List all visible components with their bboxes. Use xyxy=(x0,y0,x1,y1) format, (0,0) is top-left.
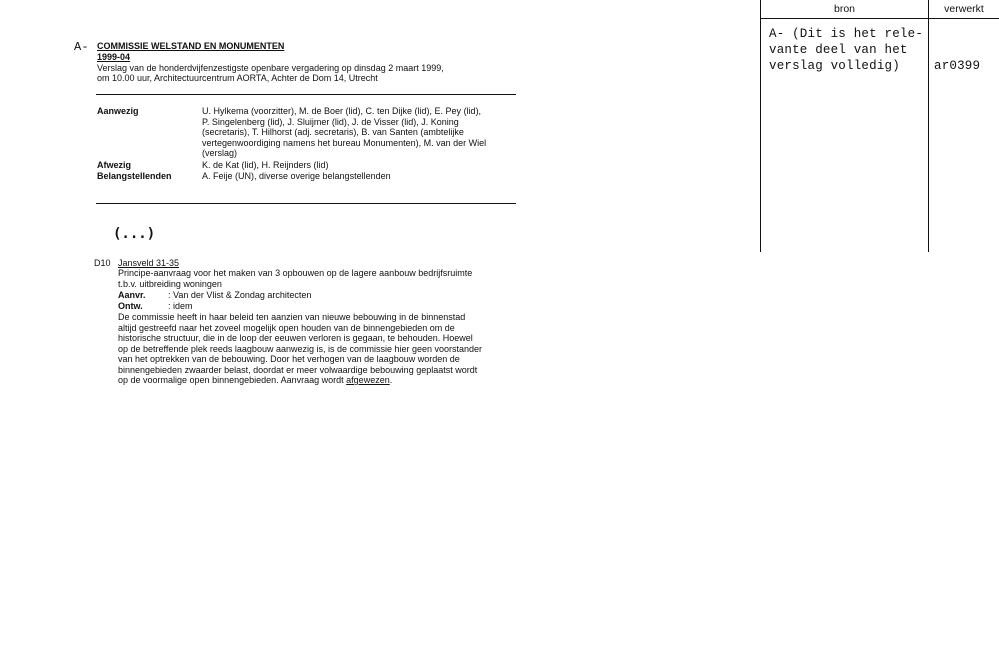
body-last-line-end: . xyxy=(389,375,393,385)
bottom-divider xyxy=(96,203,516,204)
present-label: Aanwezig xyxy=(97,106,139,116)
stakeholders-value: A. Feije (UN), diverse overige belangstellenden xyxy=(202,171,391,181)
applicant-label: Aanvr. xyxy=(118,290,146,300)
present-line: (verslag) xyxy=(202,148,238,158)
processed-code: ar0399 xyxy=(934,59,981,73)
table-column-divider xyxy=(928,0,929,252)
margin-marker: A- xyxy=(74,40,89,54)
source-note-line: A- (Dit is het rele- xyxy=(769,27,924,41)
body-line: altijd gestreefd naar het zoveel mogelijk open houden van de binnengebieden om de xyxy=(118,322,455,333)
present-line: vertegenwoordiging namens het bureau Monumenten), M. van der Wiel xyxy=(202,137,487,148)
table-left-border xyxy=(760,0,761,252)
intro-line-1: Verslag van de honderdvijfenzestigste openbare vergadering op dinsdag 2 maart 1999, xyxy=(97,63,444,73)
present-line: (secretaris), T. Hilhorst (adj. secretaris), B. van Santen (ambtelijke xyxy=(202,127,464,137)
item-body xyxy=(118,312,482,386)
designer-label: Ontw. xyxy=(118,301,143,311)
item-request xyxy=(118,268,472,289)
present-line: P. Singelenberg (lid), J. Sluijmer (lid), J. de Visser (lid), J. Koning xyxy=(202,116,459,127)
body-last-line-text: op de voormalige open binnengebieden. Aanvraag wordt xyxy=(118,375,347,385)
column-header-verwerkt: verwerkt xyxy=(944,3,984,15)
top-divider xyxy=(96,94,516,95)
body-line: op de betreffende plek reeds laagbouw aanwezig is, is de commissie hier geen voorstander xyxy=(118,343,483,354)
body-line: van het optrekken van de bebouwing. Door het verhogen van de laagbouw worden de xyxy=(118,354,460,364)
omission-ellipsis: (...) xyxy=(113,226,156,242)
source-note-line: verslag volledig) xyxy=(769,59,900,73)
absent-value: K. de Kat (lid), H. Reijnders (lid) xyxy=(202,160,329,170)
designer-value: : idem xyxy=(168,301,193,311)
request-line: Principe-aanvraag voor het maken van 3 opbouwen op de lagere aanbouw bedrijfsruimte xyxy=(118,268,473,278)
absent-label: Afwezig xyxy=(97,160,132,170)
item-location: Jansveld 31-35 xyxy=(118,258,180,268)
body-last-line xyxy=(118,375,482,386)
table-header-rule xyxy=(760,18,999,19)
source-note xyxy=(769,26,923,74)
document-title: COMMISSIE WELSTAND EN MONUMENTEN xyxy=(97,41,285,51)
stakeholders-label: Belangstellenden xyxy=(97,171,172,181)
applicant-value: : Van der Vlist & Zondag architecten xyxy=(168,290,312,300)
decision-text: afgewezen xyxy=(346,375,390,385)
intro-line-2: om 10.00 uur, Architectuurcentrum AORTA, Achter de Dom 14, Utrecht xyxy=(97,73,378,83)
column-header-bron: bron xyxy=(833,3,855,15)
request-line: t.b.v. uitbreiding woningen xyxy=(118,278,222,289)
present-line: U. Hylkema (voorzitter), M. de Boer (lid), C. ten Dijke (lid), E. Pey (lid), xyxy=(202,106,482,116)
document-code: 1999-04 xyxy=(97,52,131,62)
body-line: historische structuur, die in de loop der eeuwen verloren is gegaan, te behouden. Hoewel xyxy=(118,333,473,343)
source-note-line: vante deel van het xyxy=(769,43,908,57)
body-line: binnengebieden zwaarder belast, doordat er meer volwaardige bebouwing geplaatst wordt xyxy=(118,364,478,375)
body-line: De commissie heeft in haar beleid ten aanzien van nieuwe bebouwing in de binnenstad xyxy=(118,312,466,322)
present-list xyxy=(202,106,486,159)
item-number: D10 xyxy=(94,258,111,268)
